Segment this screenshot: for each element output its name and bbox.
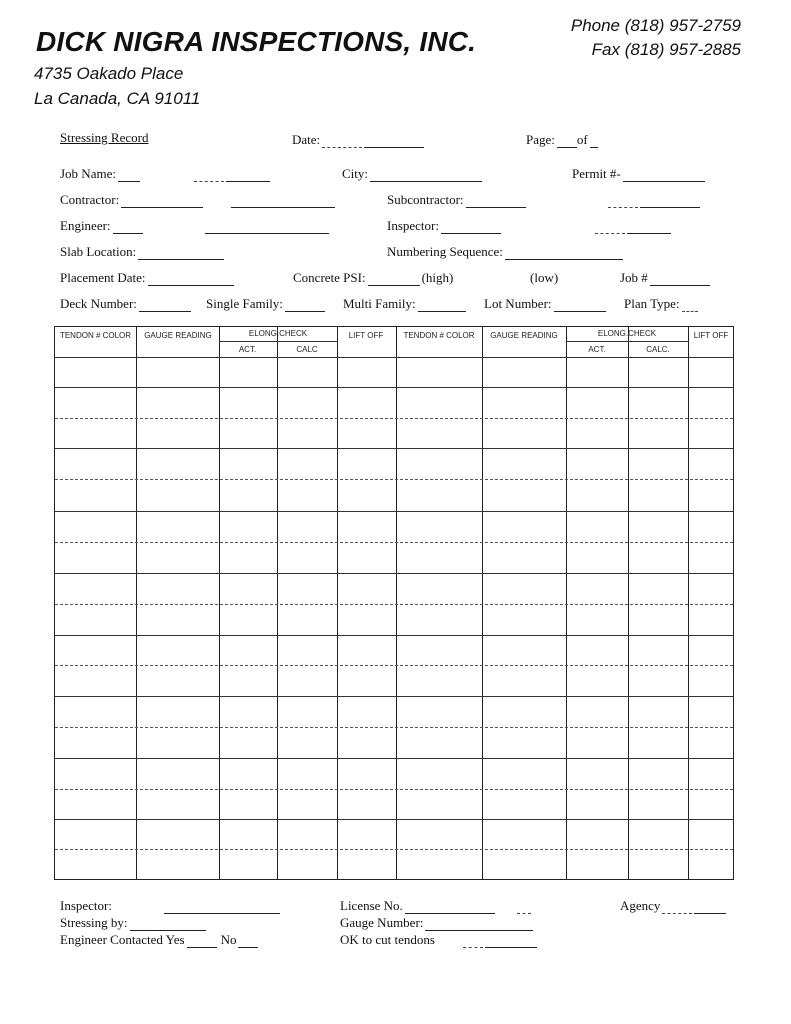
column-divider	[396, 327, 397, 879]
permit-field[interactable]: Permit #-	[572, 166, 705, 182]
license-field[interactable]: License No.	[340, 898, 531, 914]
row-line	[55, 387, 733, 388]
gauge-number-field[interactable]: Gauge Number:	[340, 915, 533, 931]
column-divider	[136, 327, 137, 879]
row-line	[55, 542, 733, 543]
header-lift-off: LIFT OFF	[348, 331, 384, 340]
header-divider	[55, 357, 733, 358]
elong-subheader-divider-2	[566, 341, 688, 342]
plan-type-field[interactable]: Plan Type:	[624, 296, 698, 312]
header-elong-check-2: ELONG.CHECK	[597, 329, 657, 338]
header-act-2: ACT.	[588, 345, 606, 354]
city-field[interactable]: City:	[342, 166, 482, 182]
header-tendon-color: TENDON # COLOR	[59, 331, 132, 340]
row-line	[55, 696, 733, 697]
row-line	[55, 448, 733, 449]
placement-date-field[interactable]: Placement Date:	[60, 270, 234, 286]
header-calc: CALC	[296, 345, 318, 354]
row-line	[55, 604, 733, 605]
date-field[interactable]: Date:	[292, 132, 424, 148]
row-line	[55, 727, 733, 728]
header-calc-2: CALC.	[646, 345, 670, 354]
concrete-psi-low: (low)	[530, 270, 559, 285]
column-divider	[482, 327, 483, 879]
row-line	[55, 573, 733, 574]
multi-family-field[interactable]: Multi Family:	[343, 296, 466, 312]
column-divider	[566, 327, 567, 879]
stressing-by-field[interactable]: Stressing by:	[60, 915, 206, 931]
contractor-field[interactable]: Contractor:	[60, 192, 335, 208]
header-gauge-reading: GAUGE READING	[144, 331, 212, 340]
address-line-1: 4735 Oakado Place	[34, 64, 184, 83]
engineer-field[interactable]: Engineer:	[60, 218, 329, 234]
column-divider	[688, 327, 689, 879]
header-tendon-color-2: TENDON # COLOR	[403, 331, 475, 340]
company-name: DICK NIGRA INSPECTIONS, INC.	[36, 26, 477, 57]
phone-number: Phone (818) 957-2759	[570, 16, 741, 35]
header-elong-check: ELONG.CHECK	[248, 329, 308, 338]
lot-number-field[interactable]: Lot Number:	[484, 296, 606, 312]
deck-number-field[interactable]: Deck Number:	[60, 296, 191, 312]
job-number-field[interactable]: Job #	[620, 270, 710, 286]
numbering-sequence-field[interactable]: Numbering Sequence:	[387, 244, 623, 260]
inspector-field[interactable]: Inspector:	[387, 218, 671, 234]
single-family-field[interactable]: Single Family:	[206, 296, 325, 312]
row-line	[55, 511, 733, 512]
ok-to-cut-field[interactable]: OK to cut tendons	[340, 932, 537, 948]
header-lift-off-2: LIFT OFF	[693, 331, 729, 340]
row-line	[55, 789, 733, 790]
job-name-field[interactable]: Job Name:	[60, 166, 270, 182]
column-divider	[277, 327, 278, 879]
row-line	[55, 665, 733, 666]
fax-number: Fax (818) 957-2885	[591, 40, 741, 59]
row-line	[55, 819, 733, 820]
row-line	[55, 758, 733, 759]
form-title: Stressing Record	[60, 130, 149, 145]
row-line	[55, 849, 733, 850]
subcontractor-field[interactable]: Subcontractor:	[387, 192, 700, 208]
row-line	[55, 479, 733, 480]
footer-inspector-field[interactable]: Inspector:	[60, 898, 280, 914]
concrete-psi-field[interactable]: Concrete PSI: (high)	[293, 270, 454, 285]
agency-field[interactable]: Agency	[620, 898, 726, 914]
stressing-table	[54, 326, 734, 880]
row-line	[55, 635, 733, 636]
column-divider	[337, 327, 338, 879]
engineer-contacted-field[interactable]: Engineer Contacted Yes No	[60, 932, 258, 948]
address-line-2: La Canada, CA 91011	[34, 89, 201, 108]
elong-subheader-divider	[219, 341, 337, 342]
page-field[interactable]: Page: of	[526, 132, 598, 148]
row-line	[55, 418, 733, 419]
slab-location-field[interactable]: Slab Location:	[60, 244, 224, 260]
column-divider	[219, 327, 220, 879]
header-gauge-reading-2: GAUGE READING	[490, 331, 558, 340]
header-act: ACT.	[238, 345, 257, 354]
column-divider	[628, 327, 629, 879]
